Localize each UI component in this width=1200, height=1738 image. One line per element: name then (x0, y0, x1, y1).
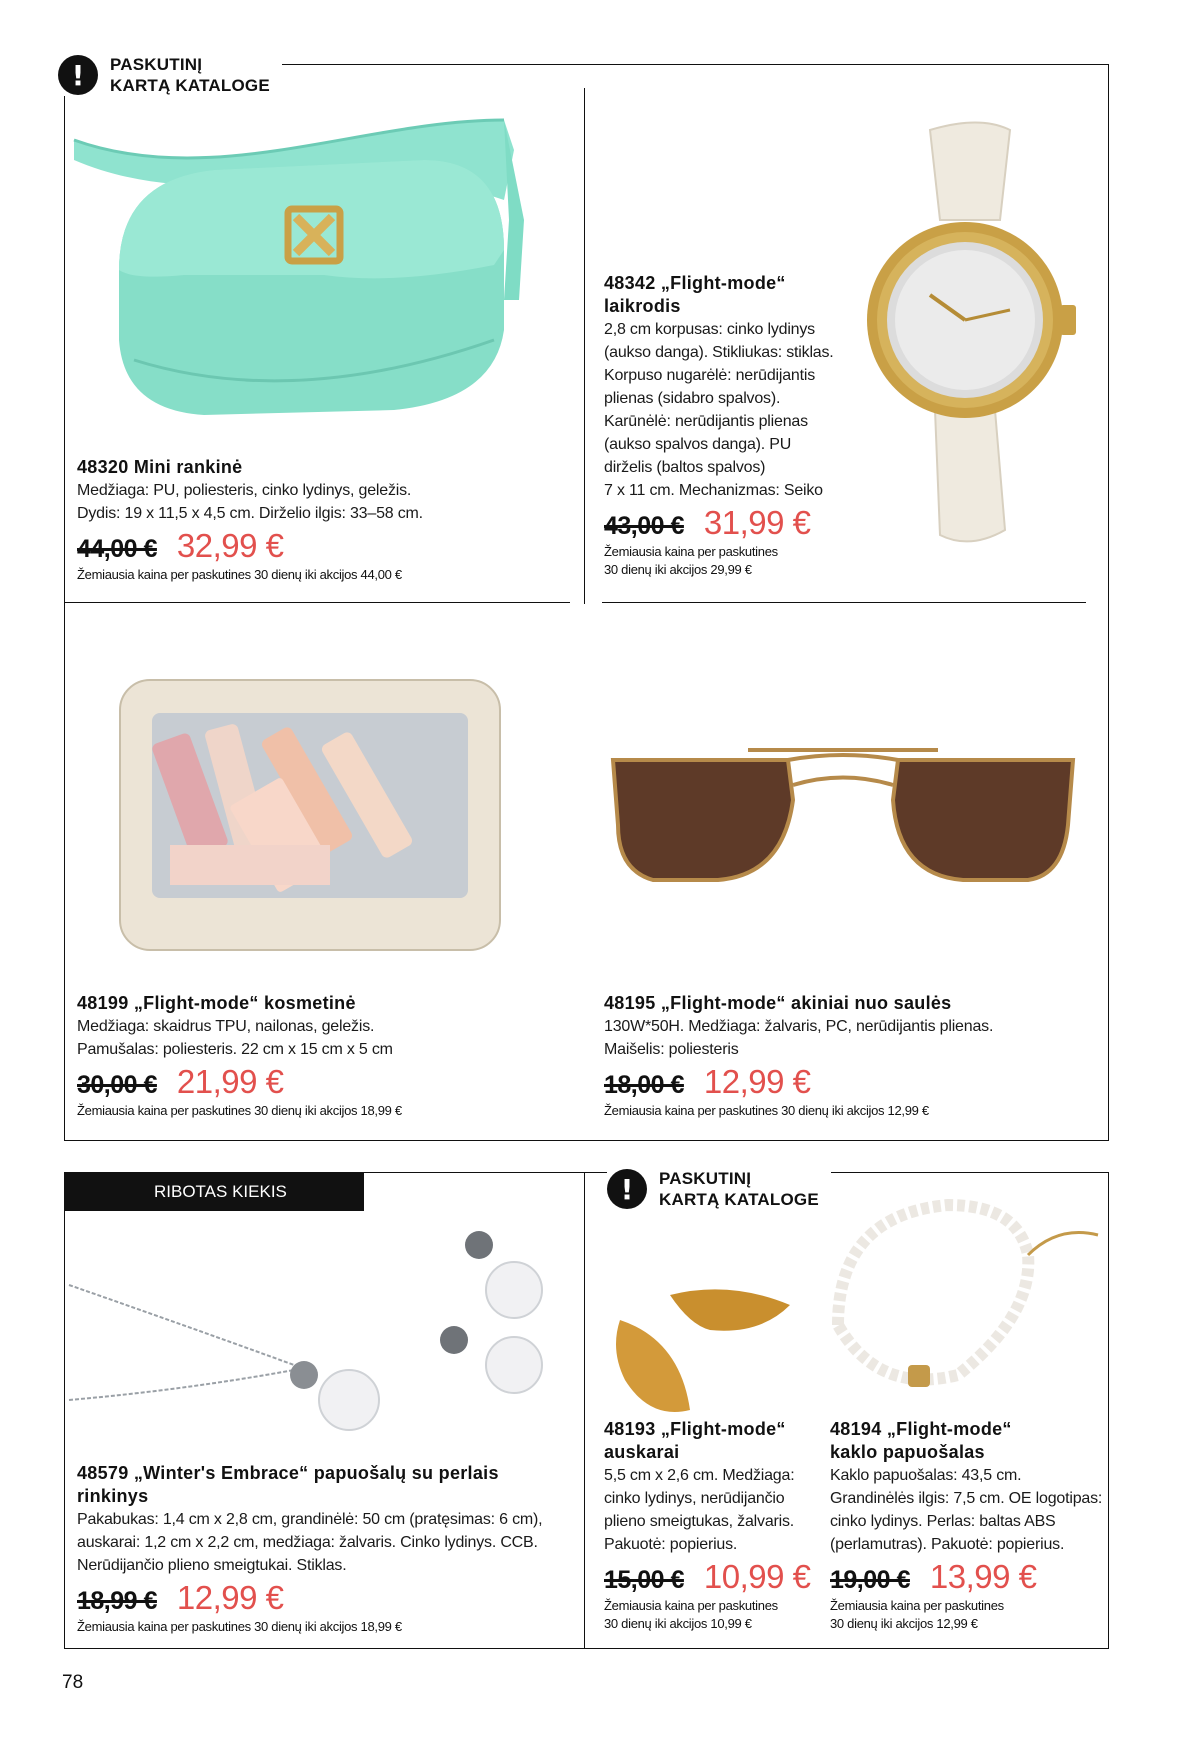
product-desc-1: Medžiaga: PU, poliesteris, cinko lydinys, geležis. (77, 482, 412, 499)
product-earrings (604, 1418, 811, 1632)
product-title-line2: kaklo papuošalas (830, 1442, 985, 1462)
page-number: 78 (62, 1672, 84, 1693)
product-desc-3: Korpuso nugarėlė: nerūdijantis (604, 367, 816, 384)
last-time-badge-bottom (607, 1168, 831, 1210)
product-title-line2: laikrodis (604, 296, 681, 316)
lowest-price-note-1: Žemiausia kaina per paskutines (604, 544, 778, 559)
lowest-price-note: Žemiausia kaina per paskutines 30 dienų iki akcijos 18,99 € (77, 1103, 402, 1118)
lowest-price-note-2: 30 dienų iki akcijos 12,99 € (830, 1616, 978, 1631)
product-desc-4: Pakuotė: popierius. (604, 1536, 738, 1553)
product-title: 48320 Mini rankinė (77, 457, 243, 477)
lowest-price-note-1: Žemiausia kaina per paskutines (604, 1598, 778, 1613)
new-price: 31,99 € (703, 504, 811, 541)
product-desc-4: plienas (sidabro spalvos). (604, 390, 781, 407)
badge-line2: KARTĄ KATALOGE (659, 1190, 819, 1209)
new-price: 13,99 € (929, 1558, 1037, 1595)
product-sunglasses (604, 992, 993, 1119)
mini-bag-image (64, 80, 534, 440)
product-title-line1: 48194 „Flight-mode“ (830, 1419, 1012, 1439)
lowest-price-note: Žemiausia kaina per paskutines 30 dienų iki akcijos 44,00 € (77, 567, 402, 582)
divider-left (64, 602, 570, 603)
limited-quantity-ribbon (64, 1173, 364, 1211)
product-title-line2: rinkinys (77, 1486, 149, 1506)
old-price: 44,00 € (77, 535, 157, 563)
product-title: 48195 „Flight-mode“ akiniai nuo saulės (604, 993, 952, 1013)
product-desc-2: cinko lydinys, nerūdijančio (604, 1490, 785, 1507)
divider-right (602, 602, 1086, 603)
exclamation-icon: ! (58, 55, 98, 95)
product-desc-4: (perlamutras). Pakuotė: popierius. (830, 1536, 1065, 1553)
badge-line2: KARTĄ KATALOGE (110, 76, 270, 95)
product-desc-8: 7 x 11 cm. Mechanizmas: Seiko (604, 482, 823, 499)
old-price: 19,00 € (830, 1566, 910, 1594)
product-desc-1: 2,8 cm korpusas: cinko lydinys (604, 321, 815, 338)
new-price: 12,99 € (703, 1063, 811, 1100)
product-desc-7: dirželis (baltos spalvos) (604, 459, 766, 476)
product-desc-1: 5,5 cm x 2,6 cm. Medžiaga: (604, 1467, 795, 1484)
product-desc-3: plieno smeigtukas, žalvaris. (604, 1513, 795, 1530)
old-price: 43,00 € (604, 512, 684, 540)
badge-line1: PASKUTINĮ (110, 55, 203, 74)
ribbon-label: RIBOTAS KIEKIS (154, 1182, 287, 1201)
lowest-price-note: Žemiausia kaina per paskutines 30 dienų iki akcijos 18,99 € (77, 1619, 402, 1634)
new-price: 12,99 € (176, 1579, 284, 1616)
product-title-line2: auskarai (604, 1442, 680, 1462)
product-cosmetic-bag (77, 992, 402, 1119)
watch-image (860, 110, 1090, 550)
product-desc-2: Maišelis: poliesteris (604, 1041, 739, 1058)
new-price: 10,99 € (703, 1558, 811, 1595)
product-desc-2: (aukso danga). Stikliukas: stiklas. (604, 344, 834, 361)
product-bag (77, 456, 423, 583)
product-desc-1: Pakabukas: 1,4 cm x 2,8 cm, grandinėlė: 50 cm (pratęsimas: 6 cm), (77, 1511, 543, 1528)
pearl-set-image (64, 1215, 574, 1445)
cosmetic-bag-image (110, 665, 510, 955)
new-price: 21,99 € (176, 1063, 284, 1100)
product-watch (604, 272, 834, 578)
product-title: 48199 „Flight-mode“ kosmetinė (77, 993, 356, 1013)
product-desc-1: 130W*50H. Medžiaga: žalvaris, PC, nerūdijantis plienas. (604, 1018, 994, 1035)
bottom-divider-vertical (584, 1172, 585, 1648)
product-desc-1: Kaklo papuošalas: 43,5 cm. (830, 1467, 1022, 1484)
new-price: 32,99 € (176, 527, 284, 564)
lowest-price-note-1: Žemiausia kaina per paskutines (830, 1598, 1004, 1613)
product-desc-2: auskarai: 1,2 cm x 2,2 cm, medžiaga: žalvaris. Cinko lydinys. CCB. (77, 1534, 538, 1551)
product-desc-5: Karūnėlė: nerūdijantis plienas (604, 413, 808, 430)
product-title-line1: 48579 „Winter's Embrace“ papuošalų su perlais (77, 1463, 499, 1483)
sunglasses-image (608, 730, 1078, 890)
product-title-line1: 48193 „Flight-mode“ (604, 1419, 786, 1439)
lowest-price-note-2: 30 dienų iki akcijos 10,99 € (604, 1616, 752, 1631)
gold-earrings-image (610, 1280, 800, 1420)
badge-line1: PASKUTINĮ (659, 1169, 752, 1188)
product-desc-2: Dydis: 19 x 11,5 x 4,5 cm. Dirželio ilgis: 33–58 cm. (77, 505, 423, 522)
product-desc-1: Medžiaga: skaidrus TPU, nailonas, geležis. (77, 1018, 375, 1035)
product-desc-3: cinko lydinys. Perlas: baltas ABS (830, 1513, 1056, 1530)
old-price: 18,00 € (604, 1071, 684, 1099)
product-title-line1: 48342 „Flight-mode“ (604, 273, 786, 293)
lowest-price-note-2: 30 dienų iki akcijos 29,99 € (604, 562, 752, 577)
product-pearl-set (77, 1462, 542, 1635)
old-price: 30,00 € (77, 1071, 157, 1099)
product-necklace (830, 1418, 1102, 1632)
product-desc-2: Grandinėlės ilgis: 7,5 cm. OE logotipas: (830, 1490, 1103, 1507)
top-divider-vertical (584, 88, 585, 604)
product-desc-6: (aukso spalvos danga). PU (604, 436, 792, 453)
pearl-necklace-image (818, 1185, 1108, 1415)
exclamation-icon: ! (607, 1169, 647, 1209)
product-desc-3: Nerūdijančio plieno smeigtukai. Stiklas. (77, 1557, 347, 1574)
product-desc-2: Pamušalas: poliesteris. 22 cm x 15 cm x 5 cm (77, 1041, 393, 1058)
lowest-price-note: Žemiausia kaina per paskutines 30 dienų iki akcijos 12,99 € (604, 1103, 929, 1118)
old-price: 18,99 € (77, 1587, 157, 1615)
old-price: 15,00 € (604, 1566, 684, 1594)
